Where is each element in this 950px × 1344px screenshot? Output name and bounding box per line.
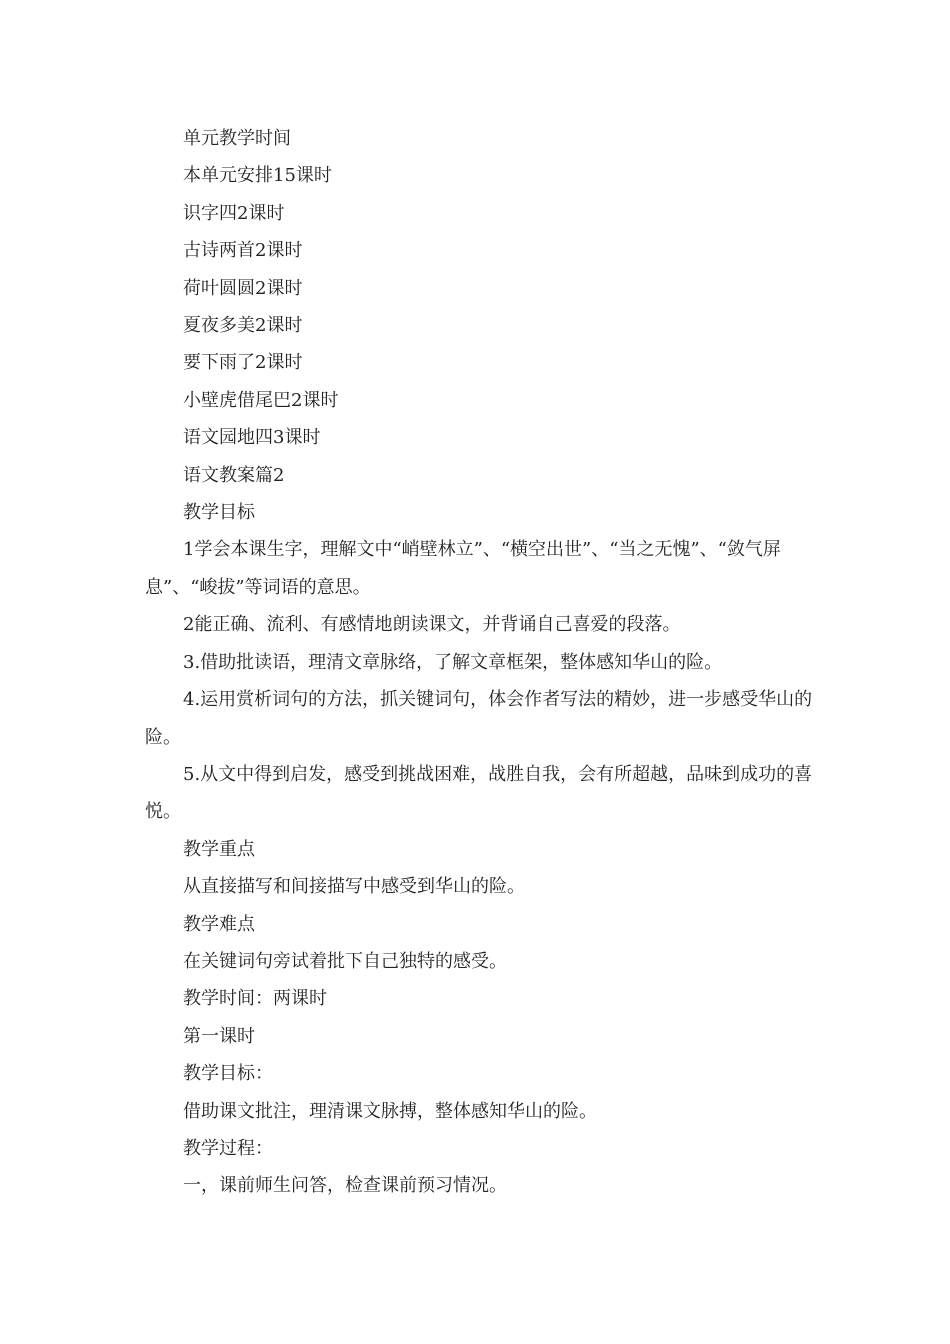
key-points-text: 从直接描写和间接描写中感受到华山的险。	[183, 876, 525, 898]
heading-difficulties: 教学难点	[183, 913, 255, 935]
heading-teaching-process: 教学过程：	[183, 1137, 273, 1159]
paragraph-language-garden: 语文园地四3课时	[183, 427, 321, 449]
process-step-1: 一，课前师生问答，检查课前预习情况。	[183, 1175, 507, 1197]
lesson-objectives-text: 借助课文批注，理清课文脉搏，整体感知华山的险。	[183, 1100, 597, 1122]
heading-first-lesson: 第一课时	[183, 1025, 255, 1047]
objective-5: 5.从文中得到启发，感受到挑战困难，战胜自我，会有所超越，品味到成功的喜悦。	[145, 763, 813, 823]
heading-teaching-objectives: 教学目标	[183, 502, 255, 524]
paragraph-literacy-four: 识字四2课时	[183, 202, 285, 224]
objective-1: 1学会本课生字，理解文中“峭壁林立”、“横空出世”、“当之无愧”、“敛气屏息”、“峻拔”等词语的意思。	[145, 539, 781, 598]
paragraph-summer-night: 夏夜多美2课时	[183, 315, 303, 337]
paragraph-unit-time: 单元教学时间	[183, 128, 291, 149]
paragraph-two-poems: 古诗两首2课时	[183, 240, 303, 262]
paragraph-little-gecko: 小壁虎借尾巴2课时	[183, 389, 339, 411]
paragraph-lotus-leaves: 荷叶圆圆2课时	[183, 277, 303, 299]
paragraph-total-hours: 本单元安排15课时	[183, 165, 332, 187]
heading-key-points: 教学重点	[183, 838, 255, 860]
section-title-lesson-plan-2: 语文教案篇2	[183, 464, 285, 486]
objective-4: 4.运用赏析词句的方法，抓关键词句，体会作者写法的精妙，进一步感受华山的险。	[145, 689, 813, 748]
paragraph-going-to-rain: 要下雨了2课时	[183, 352, 303, 374]
heading-lesson-objectives: 教学目标：	[183, 1063, 273, 1085]
objective-3: 3.借助批读语，理清文章脉络，了解文章框架，整体感知华山的险。	[183, 651, 723, 673]
objective-2: 2能正确、流利、有感情地朗读课文，并背诵自己喜爱的段落。	[183, 614, 681, 636]
document-page	[145, 120, 835, 1205]
teaching-duration: 教学时间：两课时	[183, 988, 327, 1010]
difficulties-text: 在关键词句旁试着批下自己独特的感受。	[183, 950, 507, 972]
